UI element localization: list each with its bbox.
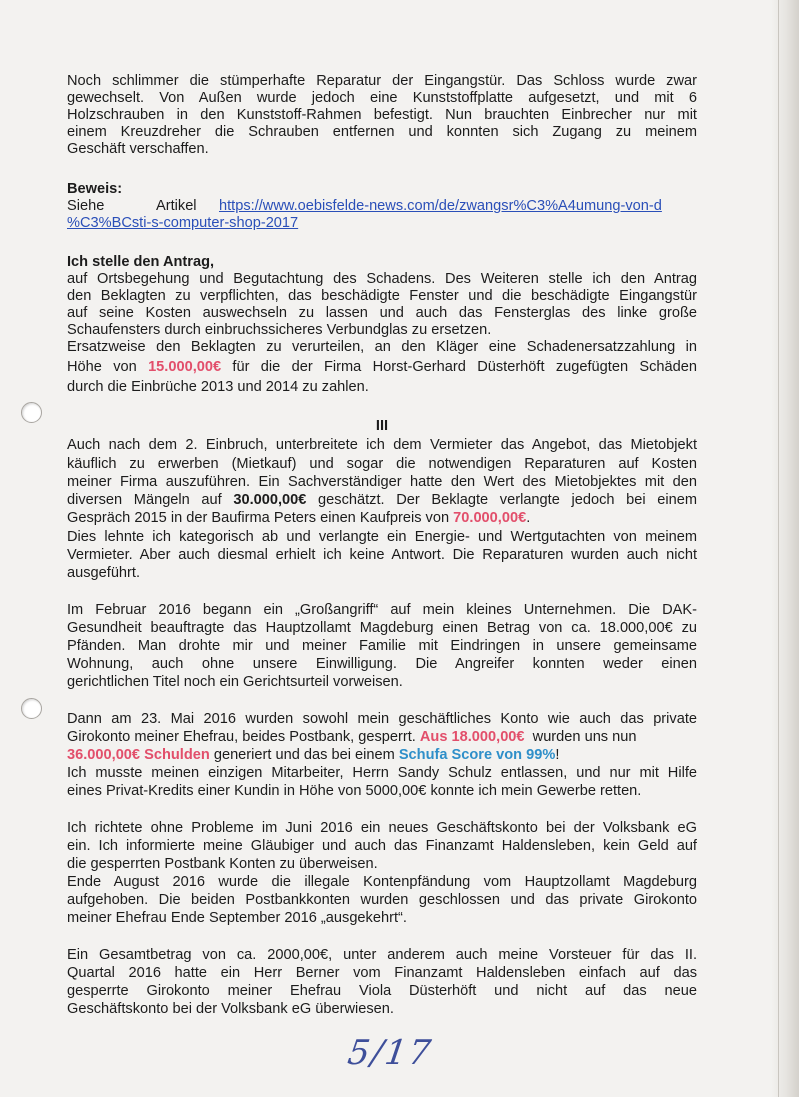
paragraph-line: meiner Ehefrau Ende September 2016 „ausgekehrt“. — [67, 910, 407, 926]
text-span: Höhe von — [67, 359, 149, 375]
article-link[interactable]: https://www.oebisfelde-news.com/de/zwangsr%C3%A4umung-von-d — [219, 198, 662, 214]
beweis-heading: Beweis: — [67, 181, 123, 197]
paragraph-line — [67, 510, 697, 527]
paragraph-line: gerichtlichen Titel noch ein Gerichtsurteil vorweisen. — [67, 674, 403, 690]
paragraph-line: Dann am 23. Mai 2016 wurden sowohl mein geschäftliches Konto wie auch das private — [67, 711, 697, 727]
paragraph-line — [67, 492, 697, 509]
text-span: . — [526, 510, 531, 526]
text-span: diversen Mängeln auf — [67, 492, 234, 508]
page-edge-shadow — [771, 0, 799, 1097]
paragraph-line: durch die Einbrüche 2013 und 2014 zu zahlen. — [67, 379, 369, 395]
paragraph-line — [67, 729, 697, 746]
beweis-link-continuation — [67, 215, 697, 232]
paragraph-line: aufgehoben. Die beiden Postbankkonten wurden geschlossen und das private Girokonto — [67, 892, 697, 908]
paragraph-line: Pfänden. Man drohte mir und meiner Familie mit Eindringen in unsere gemeinsame — [67, 638, 697, 654]
paragraph-line: ein. Ich informierte meine Gläubiger und auch das Finanzamt Haldensleben, kein Geld auf — [67, 838, 697, 854]
text-span: für die der Firma Horst-Gerhard Düsterhöft zugefügten Schäden — [221, 359, 697, 375]
article-link-continued[interactable]: %C3%BCsti-s-computer-shop-2017 — [67, 215, 299, 231]
text-span: ! — [555, 747, 560, 763]
highlighted-amount: 15.000,00€ — [148, 359, 222, 375]
paragraph-line: Noch schlimmer die stümperhafte Reparatur der Eingangstür. Das Schloss wurde zwar — [67, 73, 697, 89]
text-span: geschätzt. Der Beklagte verlangte jedoch bei einem — [306, 492, 697, 508]
text-span: Gespräch 2015 in der Baufirma Peters einen Kaufpreis von — [67, 510, 454, 526]
paragraph-line: Auch nach dem 2. Einbruch, unterbreitete ich dem Vermieter das Angebot, das Mietobjekt — [67, 437, 697, 453]
highlighted-amount: Aus 18.000,00€ — [419, 729, 525, 745]
paragraph-line: gesperrte Girokonto meiner Ehefrau Viola Düsterhöft und nicht auf das neue — [67, 983, 697, 999]
paragraph-line: auf seine Kosten auswechseln zu lassen und auch das Fensterglas des linke große — [67, 305, 697, 321]
paragraph-line: Ersatzweise den Beklagten zu verurteilen, an den Kläger eine Schadenersatzzahlung in — [67, 339, 697, 355]
beweis-reference-line — [67, 198, 697, 215]
paragraph-line — [67, 747, 697, 764]
section-numeral: III — [375, 418, 389, 434]
paragraph-line: Ich richtete ohne Probleme im Juni 2016 ein neues Geschäftskonto bei der Volksbank eG — [67, 820, 697, 836]
bold-amount: 30.000,00€ — [233, 492, 307, 508]
text-span: generiert und das bei einem — [209, 747, 399, 763]
text-span: Girokonto meiner Ehefrau, beides Postbank, gesperrt. — [67, 729, 420, 745]
paragraph-line: Im Februar 2016 begann ein „Großangriff“ auf mein kleines Unternehmen. Die DAK- — [67, 602, 697, 618]
paragraph-line: Holzschrauben in den Kunststoff-Rahmen befestigt. Nun brauchten Einbrecher nur mit — [67, 107, 697, 123]
paragraph-line: Geschäftskonto bei der Volksbank eG überwiesen. — [67, 1001, 394, 1017]
beweis-artikel: Artikel — [156, 198, 197, 214]
paragraph-line: Quartal 2016 hatte ein Herr Berner vom Finanzamt Haldensleben einfach auf das — [67, 965, 697, 981]
antrag-heading: Ich stelle den Antrag, — [67, 254, 215, 270]
paragraph-line: Ein Gesamtbetrag von ca. 2000,00€, unter anderem auch meine Vorsteuer für das II. — [67, 947, 697, 963]
highlighted-debt: 36.000,00€ Schulden — [67, 747, 210, 763]
paragraph-line: Gesundheit beauftragte das Hauptzollamt Magdeburg einen Betrag von ca. 18.000,00€ zu — [67, 620, 697, 636]
paragraph-line: ausgeführt. — [67, 565, 141, 581]
paragraph-line: Schaufensters durch einbruchssicheres Verbundglas zu ersetzen. — [67, 322, 492, 338]
paragraph-line: meiner Firma auszuführen. Ein Sachverständiger hatte den Wert des Mietobjektes mit den — [67, 474, 697, 490]
highlighted-schufa-score: Schufa Score von 99% — [398, 747, 556, 763]
paragraph-line: die gesperrten Postbank Konten zu überweisen. — [67, 856, 378, 872]
paragraph-line — [67, 359, 697, 376]
paragraph-line: einem Kreuzdreher die Schrauben entfernen und konnten sich Zugang zu meinem — [67, 124, 697, 140]
paragraph-line: Dies lehnte ich kategorisch ab und verlangte ein Energie- und Wertgutachten von meinem — [67, 529, 697, 545]
punch-hole-top — [21, 402, 42, 423]
paragraph-line: den Beklagten zu verpflichten, das beschädigte Fenster und die beschädigte Eingangstür — [67, 288, 697, 304]
paragraph-line: Vermieter. Aber auch diesmal erhielt ich keine Antwort. Die Reparaturen wurden auch nicht — [67, 547, 697, 563]
paragraph-line: auf Ortsbegehung und Begutachtung des Schadens. Des Weiteren stelle ich den Antrag — [67, 271, 697, 287]
paragraph-line: Ende August 2016 wurde die illegale Kontenpfändung vom Hauptzollamt Magdeburg — [67, 874, 697, 890]
highlighted-amount: 70.000,00€ — [453, 510, 527, 526]
paragraph-line: Ich musste meinen einzigen Mitarbeiter, Herrn Sandy Schulz entlassen, und nur mit Hilfe — [67, 765, 697, 781]
paragraph-line: Wohnung, auch ohne unsere Einwilligung. Die Angreifer konnten weder einen — [67, 656, 697, 672]
punch-hole-bottom — [21, 698, 42, 719]
text-span: wurden uns nun — [524, 729, 637, 745]
paragraph-line: gewechselt. Von Außen wurde jedoch eine Kunststoffplatte aufgesetzt, und mit 6 — [67, 90, 697, 106]
beweis-siehe: Siehe — [67, 198, 105, 214]
paragraph-line: Geschäft verschaffen. — [67, 141, 209, 157]
handwritten-page-number: 5/17 — [345, 1033, 436, 1073]
page-edge-line — [778, 0, 779, 1097]
paragraph-line: käuflich zu erwerben (Mietkauf) und sogar die notwendigen Reparaturen auf Kosten — [67, 456, 697, 472]
paragraph-line: eines Privat-Kredits einer Kundin in Höhe von 5000,00€ konnte ich mein Gewerbe retten. — [67, 783, 642, 799]
